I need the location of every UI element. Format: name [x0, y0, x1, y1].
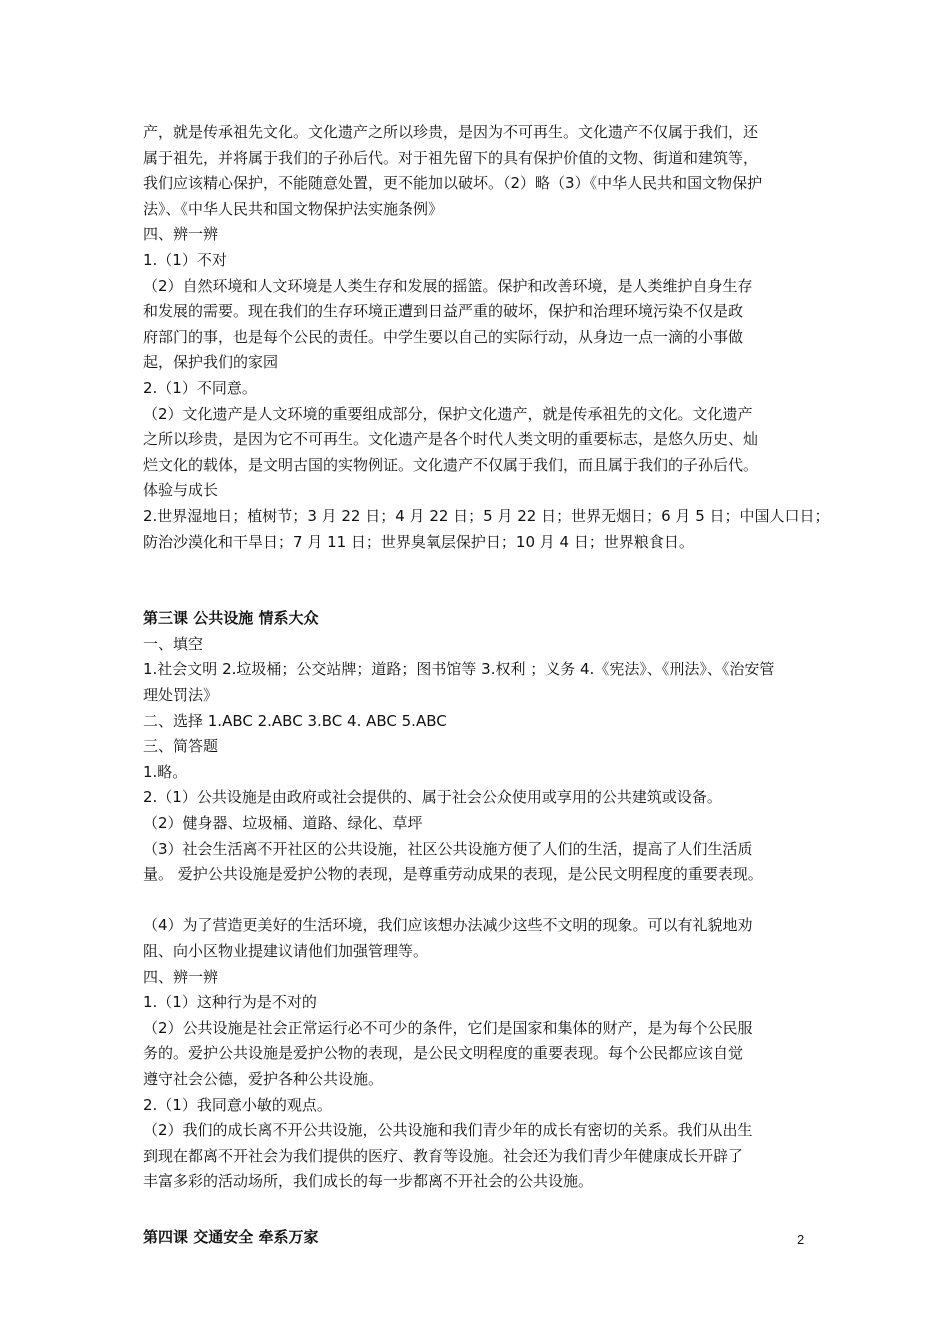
text-line: 1.略。: [143, 762, 188, 781]
page-number: 2: [797, 1232, 805, 1247]
text-line: 1.（1）不对: [143, 250, 227, 269]
text-line: （4）为了营造更美好的生活环境，我们应该想办法减少这些不文明的现象。可以有礼貌地劝: [143, 916, 753, 935]
lesson4-heading: 第四课 交通安全 牵系万家: [143, 1227, 319, 1246]
lesson3-heading: 第三课 公共设施 情系大众: [143, 609, 319, 628]
text-line: 一、填空: [143, 634, 204, 653]
text-line: 务的。爱护公共设施是爱护公物的表现，是公民文明程度的重要表现。每个公民都应该自觉: [143, 1044, 744, 1063]
text-line: 1.社会文明 2.垃圾桶；公交站牌；道路；图书馆等 3.权利 ；义务 4.《宪法》、《刑法》、《治安管: [143, 660, 775, 679]
text-line: 2.世界湿地日；植树节；3 月 22 日；4 月 22 日；5 月 22 日；世界无烟日；6 月 5 日；中国人口日；: [143, 506, 830, 525]
text-line: 2.（1）我同意小敏的观点。: [143, 1095, 332, 1114]
text-line: 阻、向小区物业提建议请他们加强管理等。: [143, 942, 429, 960]
spacer: [143, 555, 821, 581]
text-line: 府部门的事，也是每个公民的责任。中学生要以自己的实际行动，从身边一点一滴的小事做: [143, 327, 744, 346]
text-line: 到现在都离不开社会为我们提供的医疗、教育等设施。社会还为我们青少年健康成长开辟了: [143, 1146, 744, 1165]
text-line: 四、辨一辨: [143, 967, 219, 986]
lesson2-answers: [143, 120, 830, 555]
text-line: 和发展的需要。现在我们的生存环境正遭到日益严重的破坏，保护和治理环境污染不仅是政: [143, 302, 744, 321]
text-line: 法》、《中华人民共和国文物保护法实施条例》: [143, 199, 444, 218]
text-line: 量。 爱护公共设施是爱护公物的表现，是尊重劳动成果的表现，是公民文明程度的重要表现。: [143, 865, 763, 884]
text-line: 二、选择 1.ABC 2.ABC 3.BC 4. ABC 5.ABC: [143, 711, 447, 730]
text-line: 属于祖先，并将属于我们的子孙后代。对于祖先留下的具有保护价值的文物、街道和建筑等，: [143, 148, 759, 167]
text-line: 起，保护我们的家园: [143, 353, 279, 372]
text-line: （2）我们的成长离不开公共设施，公共设施和我们青少年的成长有密切的关系。我们从出生: [143, 1121, 753, 1140]
text-line: 理处罚法》: [143, 686, 219, 705]
text-line: 2.（1）不同意。: [143, 378, 257, 397]
spacer: [143, 581, 821, 607]
text-line: 体验与成长: [143, 481, 219, 500]
text-line: （2）公共设施是社会正常运行必不可少的条件，它们是国家和集体的财产，是为每个公民服: [143, 1018, 753, 1037]
text-line: （2）自然环境和人文环境是人类生存和发展的摇篮。保护和改善环境，是人类维护自身生存: [143, 276, 753, 295]
text-line: 烂文化的载体，是文明古国的实物例证。文化遗产不仅属于我们，而且属于我们的子孙后代。: [143, 455, 759, 474]
text-line: 三、简答题: [143, 737, 219, 756]
text-line: 之所以珍贵，是因为它不可再生。文化遗产是各个时代人类文明的重要标志，是悠久历史、灿: [143, 430, 759, 449]
spacer: [143, 1195, 821, 1225]
page-content: [143, 120, 830, 1251]
spacer: [143, 888, 821, 914]
text-line: （3）社会生活离不开社区的公共设施，社区公共设施方便了人们的生活，提高了人们生活质: [143, 839, 753, 858]
lesson3-answers: [143, 632, 821, 888]
text-line: （2）文化遗产是人文环境的重要组成部分，保护文化遗产，就是传承祖先的文化。文化遗产: [143, 404, 753, 423]
text-line: 丰富多彩的活动场所，我们成长的每一步都离不开社会的公共设施。: [143, 1172, 594, 1191]
text-line: 我们应该精心保护，不能随意处置，更不能加以破坏。（2）略（3）《中华人民共和国文物保护: [143, 174, 763, 193]
text-line: 四、辨一辨: [143, 225, 219, 244]
text-line: 产，就是传承祖先文化。文化遗产之所以珍贵，是因为不可再生。文化遗产不仅属于我们，还: [143, 123, 759, 141]
lesson3-answers-continued: [143, 913, 821, 1195]
text-line: 1.（1）这种行为是不对的: [143, 993, 317, 1012]
text-line: 遵守社会公德，爱护各种公共设施。: [143, 1069, 384, 1088]
text-line: 2.（1）公共设施是由政府或社会提供的、属于社会公众使用或享用的公共建筑或设备。: [143, 788, 722, 807]
text-line: （2）健身器、垃圾桶、道路、绿化、草坪: [143, 814, 423, 833]
text-line: 防治沙漠化和干旱日；7 月 11 日；世界臭氧层保护日；10 月 4 日；世界粮食日。: [143, 532, 694, 551]
